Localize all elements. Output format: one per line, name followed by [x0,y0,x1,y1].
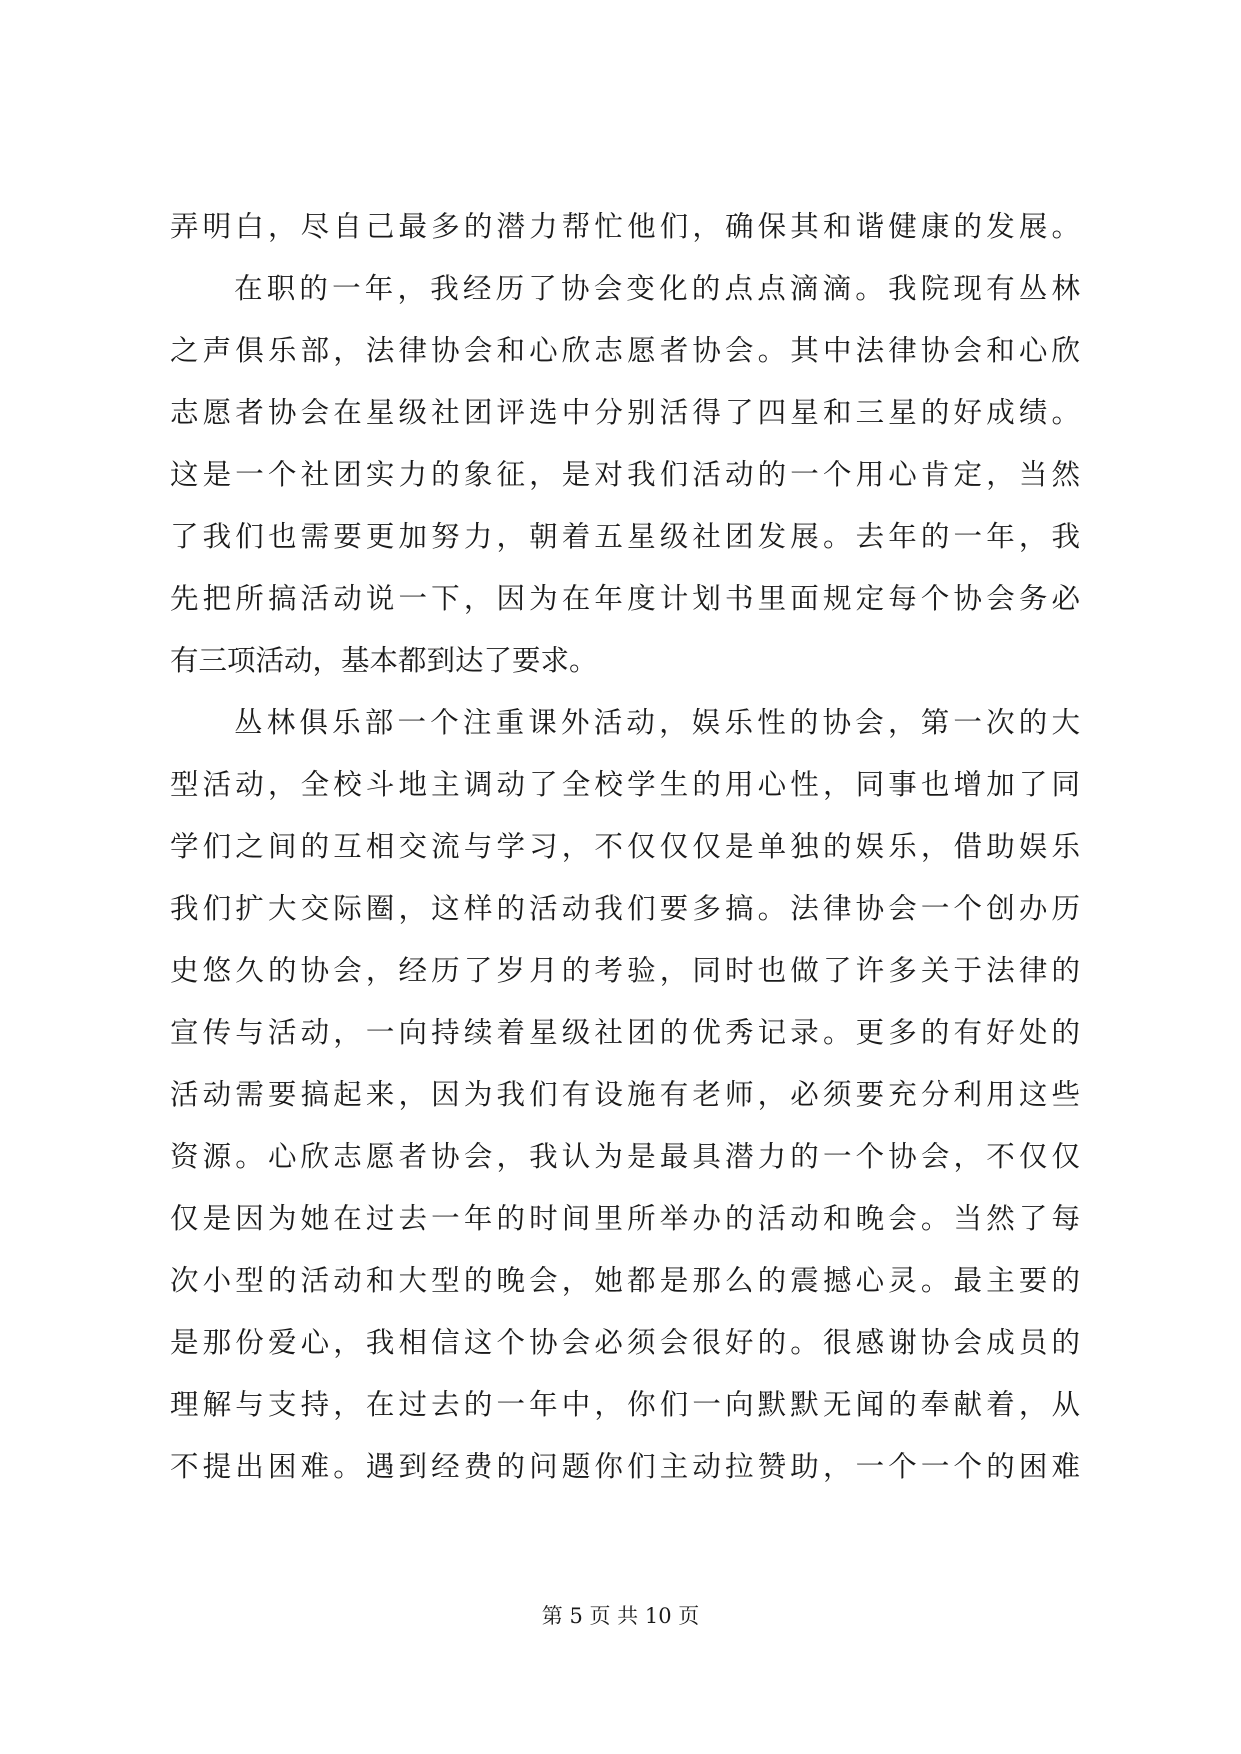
text-line: 史悠久的协会，经历了岁月的考验，同时也做了许多关于法律的 [170,954,1080,987]
text-line: 宣传与活动，一向持续着星级社团的优秀记录。更多的有好处的 [170,1016,1080,1049]
text-line: 先把所搞活动说一下，因为在年度计划书里面规定每个协会务必 [170,582,1080,615]
page-number-footer: 第 5 页 共 10 页 [541,1604,700,1628]
text-line: 志愿者协会在星级社团评选中分别活得了四星和三星的好成绩。 [170,396,1080,429]
text-line: 这是一个社团实力的象征，是对我们活动的一个用心肯定，当然 [170,458,1080,491]
text-line: 弄明白，尽自己最多的潜力帮忙他们，确保其和谐健康的发展。 [170,210,1080,243]
text-line: 资源。心欣志愿者协会，我认为是最具潜力的一个协会，不仅仅 [170,1140,1080,1173]
text-line: 理解与支持，在过去的一年中，你们一向默默无闻的奉献着，从 [170,1388,1080,1421]
text-line: 仅是因为她在过去一年的时间里所举办的活动和晚会。当然了每 [170,1202,1080,1235]
text-line: 型活动，全校斗地主调动了全校学生的用心性，同事也增加了同 [170,768,1080,801]
body-text [170,196,1080,1498]
paragraph-start-line: 在职的一年，我经历了协会变化的点点滴滴。我院现有丛林 [234,272,1080,305]
text-line: 不提出困难。遇到经费的问题你们主动拉赞助，一个一个的困难 [170,1450,1080,1483]
text-line: 之声俱乐部，法律协会和心欣志愿者协会。其中法律协会和心欣 [170,334,1080,367]
text-line: 学们之间的互相交流与学习，不仅仅仅是单独的娱乐，借助娱乐 [170,830,1080,863]
text-line: 了我们也需要更加努力，朝着五星级社团发展。去年的一年，我 [170,520,1080,553]
paragraph-start-line: 丛林俱乐部一个注重课外活动，娱乐性的协会，第一次的大 [234,706,1080,739]
text-line: 是那份爱心，我相信这个协会必须会很好的。很感谢协会成员的 [170,1326,1080,1359]
text-line: 我们扩大交际圈，这样的活动我们要多搞。法律协会一个创办历 [170,892,1080,925]
text-line: 活动需要搞起来，因为我们有设施有老师，必须要充分利用这些 [170,1078,1080,1111]
paragraph-end-line: 有三项活动，基本都到达了要求。 [170,644,598,677]
text-line: 次小型的活动和大型的晚会，她都是那么的震撼心灵。最主要的 [170,1264,1080,1297]
